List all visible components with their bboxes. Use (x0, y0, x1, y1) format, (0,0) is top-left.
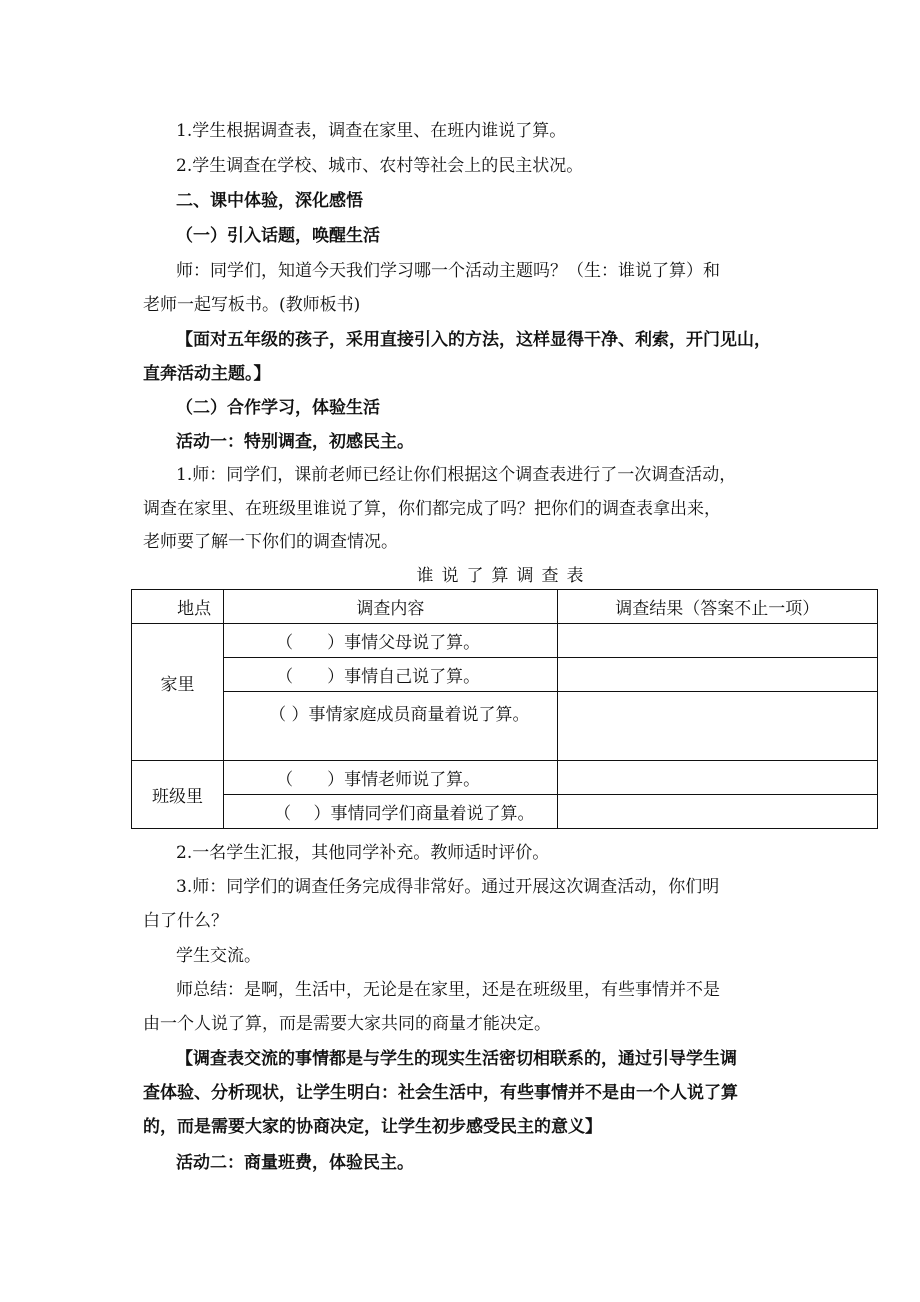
table-caption: 谁说了算调查表 (416, 566, 592, 586)
paragraph-teacher-intro-line2: 老师一起写板书。(教师板书) (143, 295, 361, 315)
table-row (132, 658, 878, 692)
content-cell: （ ）事情老师说了算。 (224, 761, 557, 795)
header-result: 调查结果（答案不止一项） (557, 590, 877, 624)
result-cell[interactable] (557, 761, 877, 795)
result-cell[interactable] (557, 795, 877, 829)
survey-table (131, 589, 878, 829)
section-heading-two: 二、课中体验，深化感悟 (176, 191, 363, 211)
content-cell (224, 692, 557, 761)
location-class (132, 761, 224, 829)
table-row (132, 624, 878, 658)
subsection-heading-one: （一）引入话题，唤醒生活 (176, 226, 380, 246)
result-cell[interactable] (557, 692, 877, 761)
content-cell: （ ）事情父母说了算。 (224, 624, 557, 658)
content-cell: （ ）事情同学们商量着说了算。 (224, 795, 557, 829)
paragraph-teacher-survey-line2: 调查在家里、在班级里谁说了算，你们都完成了吗？把你们的调查表拿出来， (143, 499, 721, 519)
content-cell: （ ）事情自己说了算。 (224, 658, 557, 692)
paragraph-teacher-summary-line2: 由一个人说了算，而是需要大家共同的商量才能决定。 (143, 1014, 551, 1034)
teaching-note-1-line2: 直奔活动主题。】 (143, 364, 271, 384)
table-row (132, 761, 878, 795)
activity-two-heading: 活动二：商量班费，体验民主。 (176, 1153, 414, 1173)
paragraph-teacher-summary-line1: 师总结：是啊，生活中，无论是在家里，还是在班级里，有些事情并不是 (176, 980, 720, 1000)
teaching-note-2-line1: 【调查表交流的事情都是与学生的现实生活密切相联系的，通过引导学生调 (176, 1049, 737, 1069)
table-row (132, 692, 878, 761)
table-header-row (132, 590, 878, 624)
teaching-note-2-line3: 的，而是需要大家的协商决定，让学生初步感受民主的意义】 (143, 1117, 602, 1137)
paragraph-teacher-intro-line1: 师：同学们，知道今天我们学习哪一个活动主题吗？（生：谁说了算）和 (176, 261, 720, 281)
header-location: 地点 (132, 590, 224, 624)
location-class-label: 班级里 (152, 787, 204, 807)
paragraph-survey-society: 2.学生调查在学校、城市、农村等社会上的民主状况。 (176, 156, 584, 176)
location-home (132, 624, 224, 761)
location-home-label: 家里 (160, 674, 195, 695)
paragraph-student-report: 2.一名学生汇报，其他同学补充。教师适时评价。 (176, 843, 550, 863)
content-cell-text: （ ）事情家庭成员商量着说了算。 (269, 705, 530, 725)
result-cell[interactable] (557, 658, 877, 692)
activity-one-heading: 活动一：特别调查，初感民主。 (176, 432, 414, 452)
paragraph-student-discussion: 学生交流。 (176, 946, 261, 966)
subsection-heading-two: （二）合作学习，体验生活 (176, 398, 380, 418)
paragraph-teacher-question-line1: 3.师：同学们的调查任务完成得非常好。通过开展这次调查活动，你们明 (176, 877, 720, 897)
header-content: 调查内容 (224, 590, 557, 624)
paragraph-survey-home: 1.学生根据调查表，调查在家里、在班内谁说了算。 (176, 121, 567, 141)
teaching-note-2-line2: 查体验、分析现状，让学生明白：社会生活中，有些事情并不是由一个人说了算 (143, 1083, 738, 1103)
paragraph-teacher-survey-line1: 1.师：同学们，课前老师已经让你们根据这个调查表进行了一次调查活动， (176, 465, 737, 485)
table-row (132, 795, 878, 829)
paragraph-teacher-survey-line3: 老师要了解一下你们的调查情况。 (143, 532, 398, 552)
result-cell[interactable] (557, 624, 877, 658)
paragraph-teacher-question-line2: 白了什么？ (143, 911, 228, 931)
teaching-note-1-line1: 【面对五年级的孩子，采用直接引入的方法，这样显得干净、利索，开门见山， (176, 330, 771, 350)
